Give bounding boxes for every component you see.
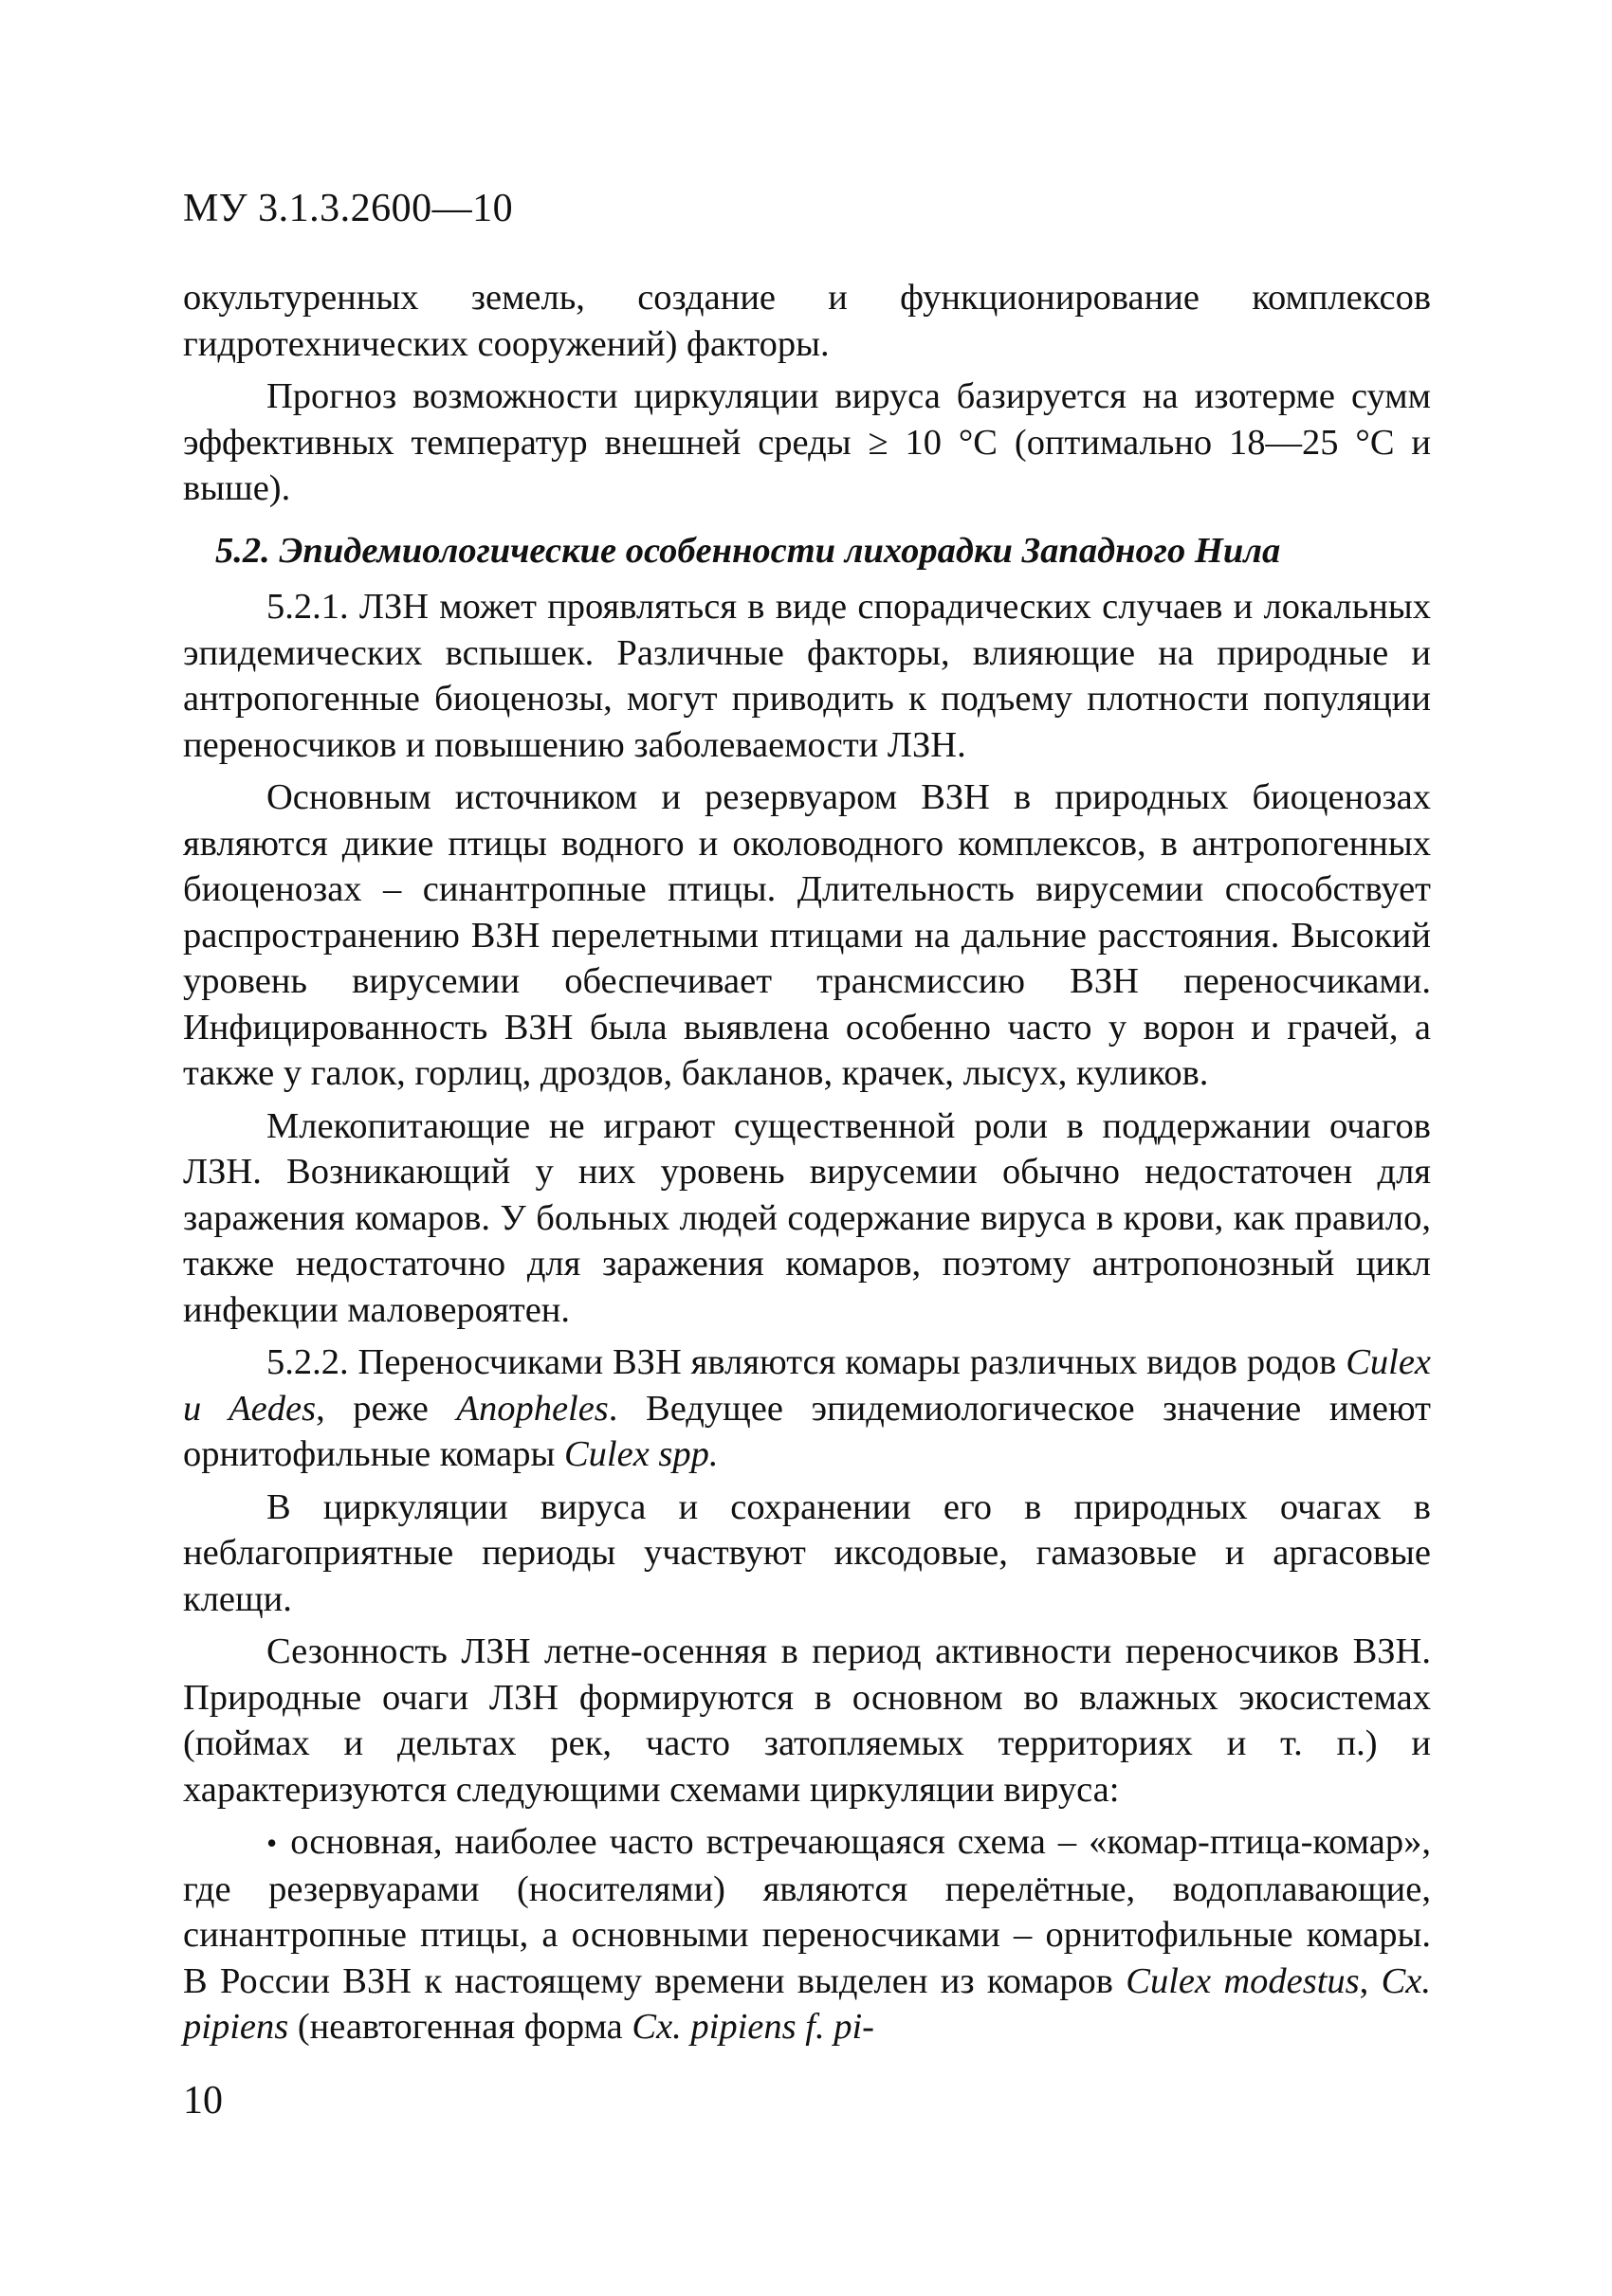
bullet-item <box>183 1819 1431 2050</box>
text-run: , <box>1359 1960 1382 2001</box>
paragraph-5-2-2 <box>183 1339 1431 1478</box>
species-name: Culex modestus <box>1126 1960 1360 2001</box>
paragraph-seasonality: Сезонность ЛЗН летне-осенняя в период активности переносчиков ВЗН. Природные очаги ЛЗН формируются в основном во влажных экосистемах (поймах и дельтах рек, часто затопляемых территориях и т. п.) и характеризуются следующими схемами циркуляции вируса: <box>183 1631 1431 1810</box>
paragraph-ticks: В циркуляции вируса и сохранении его в природных очагах в неблагоприятные периоды участвуют иксодовые, гамазовые и аргасовые клещи. <box>183 1486 1431 1619</box>
main-text <box>183 275 1431 2050</box>
paragraph-5-2-1: 5.2.1. ЛЗН может проявляться в виде спорадических случаев и локальных эпидемических вспышек. Различные факторы, влияющие на природные и антропогенные биоценозы, могут приводить к подъему плотности популяции переносчиков и повышению заболеваемости ЛЗН. <box>183 587 1431 765</box>
species-name: Cx. pipiens f. pi- <box>632 2007 874 2047</box>
species-name: Culex spp. <box>563 1434 719 1474</box>
document-code-header: МУ 3.1.3.2600—10 <box>183 187 514 230</box>
section-heading: 5.2. Эпидемиологические особенности лихорадки Западного Нила <box>215 530 1281 571</box>
text-run: . Ведущее эпидемиологическое значение имеют орнитофильные комары <box>183 1388 1431 1474</box>
paragraph-forecast: Прогноз возможности циркуляции вируса базируется на изотерме сумм эффективных температур внешней среды ≥ 10 °С (оптимально 18—25 °С и выше). <box>183 376 1431 508</box>
paragraph-reservoir: Основным источником и резервуаром ВЗН в природных биоценозах являются дикие птицы водного и околоводного комплексов, в антропогенных биоценозах – синантропные птицы. Длительность вирусемии способствует распространению ВЗН перелетными птицами на дальние расстояния. Высокий уровень вирусемии обеспечивает трансмиссию ВЗН переносчиками. Инфицированность ВЗН была выявлена особенно часто у ворон и грачей, а также у галок, горлиц, дроздов, бакланов, крачек, лысух, куликов. <box>183 777 1431 1093</box>
paragraph-mammals: Млекопитающие не играют существенной роли в поддержании очагов ЛЗН. Возникающий у них уровень вирусемии обычно недостаточен для заражения комаров. У больных людей содержание вируса в крови, как правило, также недостаточно для заражения комаров, поэтому антропонозный цикл инфекции маловероятен. <box>183 1105 1431 1330</box>
text-run: основная, наиболее часто встречающаяся схема – «комар-птица-комар», где резервуарами (носителями) являются перелётные, водоплавающие, синантропные птицы, а основными переносчиками – орнитофильные комары. В России ВЗН к настоящему времени выделен из комаров <box>183 1822 1431 2001</box>
species-name: Culex u Aedes <box>183 1342 1431 1429</box>
species-name: Cx. pipiens <box>183 1960 1431 2047</box>
text-run: , реже <box>316 1388 457 1429</box>
bullet-icon: • <box>266 1826 278 1860</box>
paragraph-continuation: окультуренных земель, создание и функционирование комплексов гидротехнических сооружений) факторы. <box>183 278 1431 364</box>
page-number: 10 <box>183 2079 223 2123</box>
text-run: (неавтогенная форма <box>288 2007 632 2047</box>
text-run: 5.2.2. Переносчиками ВЗН являются комары различных видов родов <box>266 1342 1346 1382</box>
species-name: Anopheles <box>456 1388 609 1429</box>
